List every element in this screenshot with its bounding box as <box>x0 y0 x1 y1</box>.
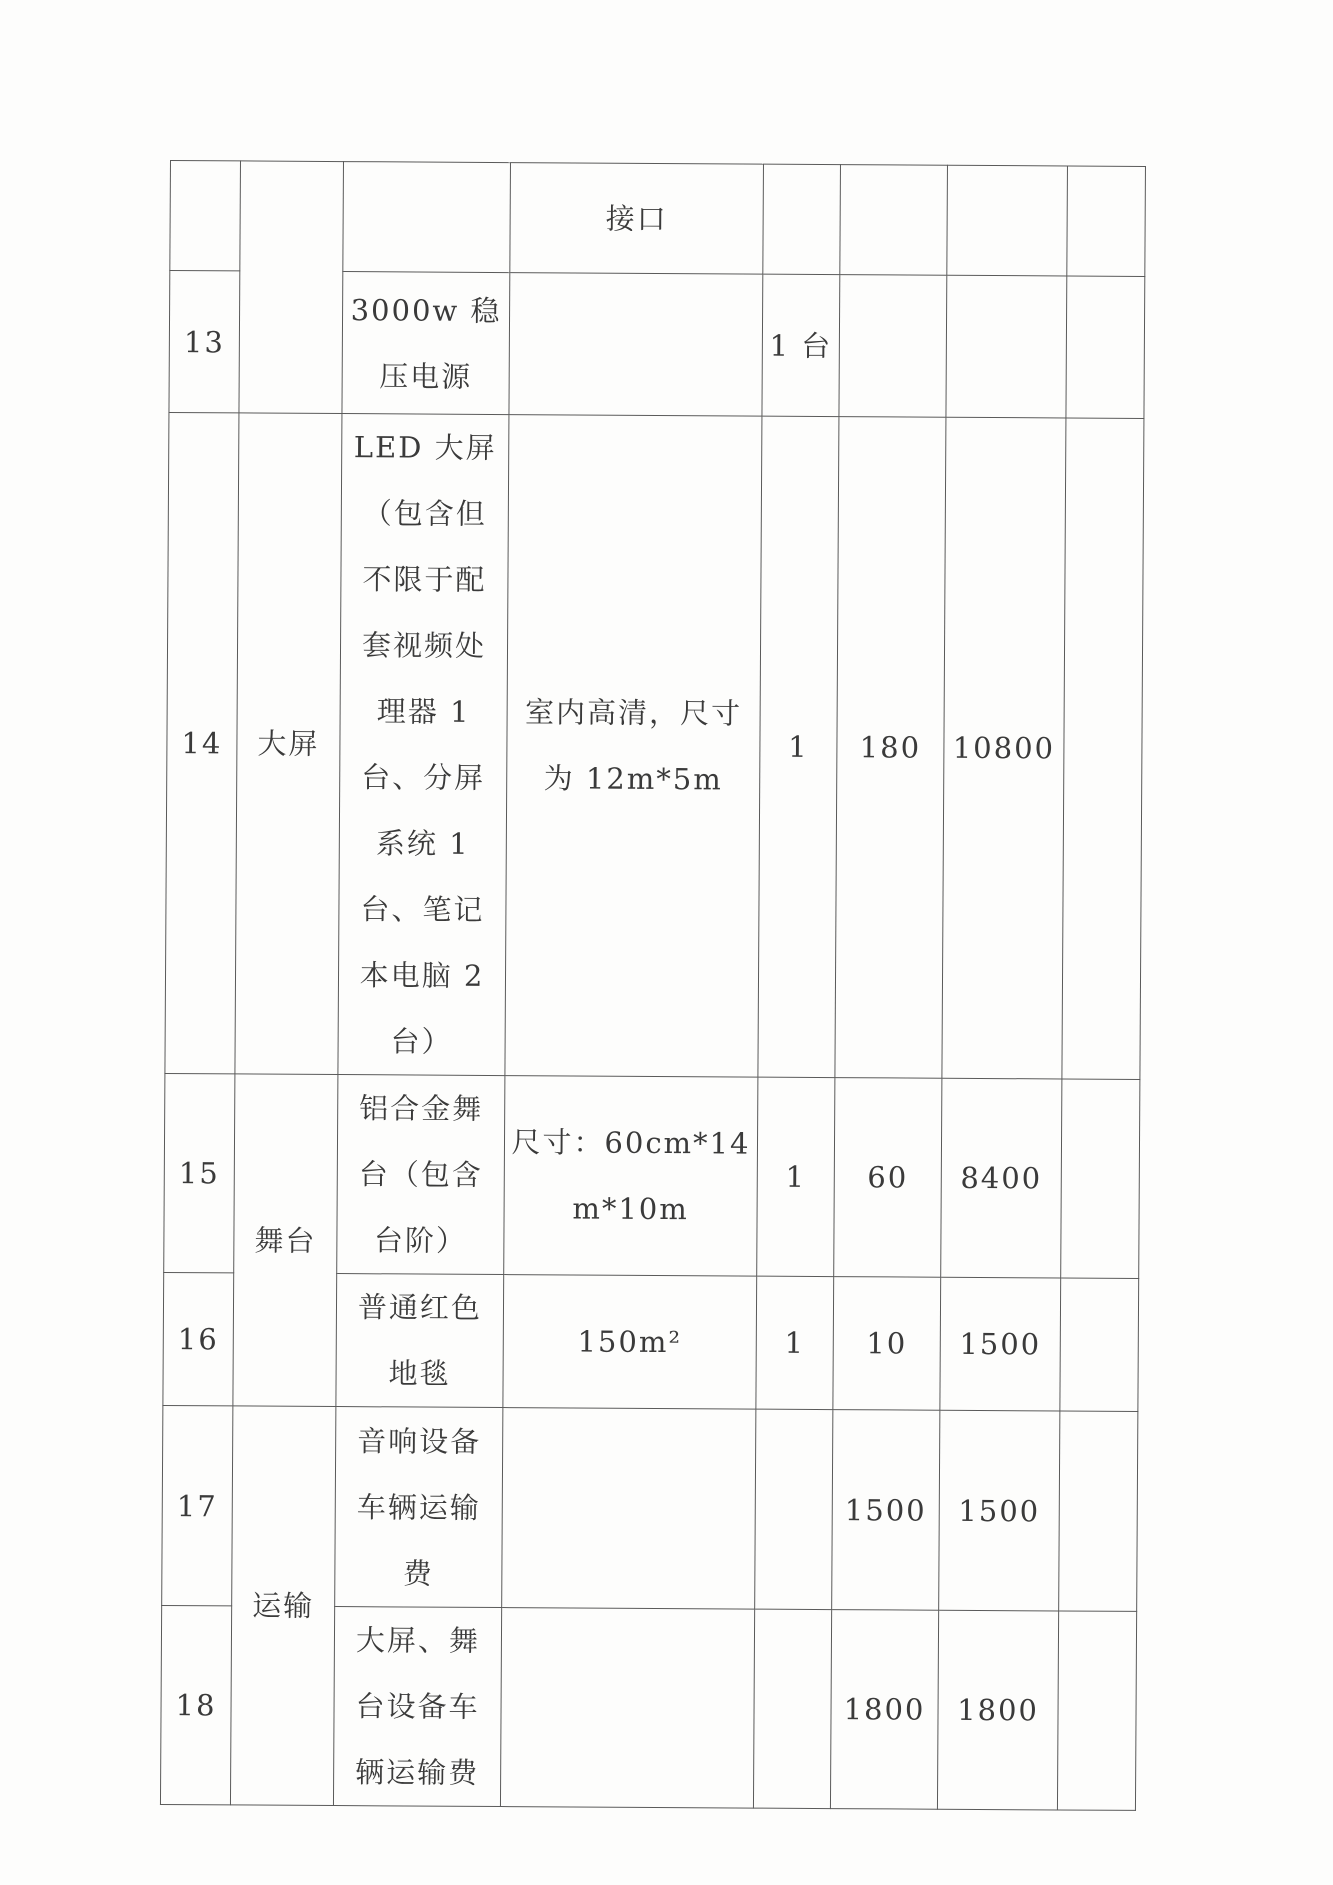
price-cell: 10 <box>833 1277 941 1411</box>
item-name <box>343 162 511 273</box>
spec-cell: 室内高清，尺寸为 12m*5m <box>505 415 762 1078</box>
item-name: 音响设备车辆运输费 <box>335 1407 503 1608</box>
note-cell <box>1061 1079 1140 1278</box>
price-cell: 1800 <box>830 1610 938 1810</box>
note-cell <box>1057 1611 1136 1810</box>
spec-cell <box>509 273 763 417</box>
qty-cell: 1 台 <box>762 274 840 416</box>
total-cell <box>947 165 1068 276</box>
price-cell: 1500 <box>832 1410 940 1611</box>
item-name: 铝合金舞台（包含台阶） <box>337 1075 505 1275</box>
total-cell: 10800 <box>942 417 1066 1079</box>
spec-cell: 尺寸：60cm*14m*10m <box>504 1076 758 1277</box>
price-cell <box>839 275 947 418</box>
note-cell <box>1066 276 1145 418</box>
note-cell <box>1067 166 1146 276</box>
table-row <box>162 1405 1138 1611</box>
qty-cell <box>753 1609 831 1808</box>
spec-cell: 接口 <box>510 163 764 275</box>
price-cell: 60 <box>834 1078 942 1278</box>
total-cell: 1500 <box>940 1277 1061 1411</box>
spec-cell <box>502 1408 756 1610</box>
spec-cell <box>500 1608 754 1809</box>
category-cell: 舞台 <box>233 1074 338 1407</box>
qty-cell: 1 <box>758 416 839 1077</box>
row-number: 17 <box>162 1405 233 1605</box>
category-cell <box>239 161 344 414</box>
row-number: 16 <box>163 1272 234 1405</box>
table-row <box>170 161 1146 277</box>
row-number: 15 <box>164 1073 235 1272</box>
item-name: LED 大屏（包含但不限于配套视频处理器 1 台、分屏系统 1 台、笔记本电脑 2 台） <box>338 414 509 1076</box>
total-cell: 8400 <box>941 1078 1062 1278</box>
note-cell <box>1062 418 1144 1079</box>
table-row <box>164 1073 1140 1278</box>
total-cell <box>946 275 1067 418</box>
price-cell: 180 <box>835 417 946 1079</box>
table-row <box>165 412 1144 1079</box>
row-number: 18 <box>160 1605 231 1804</box>
spec-cell: 150m² <box>503 1275 757 1410</box>
item-name: 3000w 稳压电源 <box>342 272 510 415</box>
row-number: 14 <box>165 412 239 1073</box>
qty-cell: 1 <box>756 1276 834 1409</box>
category-cell: 运输 <box>230 1406 335 1806</box>
qty-cell <box>763 164 841 274</box>
equipment-price-table <box>160 160 1146 1811</box>
item-name: 普通红色地毯 <box>336 1274 504 1408</box>
total-cell: 1500 <box>939 1410 1060 1611</box>
note-cell <box>1060 1278 1139 1411</box>
total-cell: 1800 <box>937 1610 1058 1810</box>
qty-cell <box>755 1409 833 1609</box>
row-number: 13 <box>169 271 240 413</box>
category-cell: 大屏 <box>235 413 342 1075</box>
note-cell <box>1059 1411 1138 1611</box>
item-name: 大屏、舞台设备车辆运输费 <box>333 1607 501 1807</box>
price-cell <box>840 165 948 276</box>
row-number <box>170 161 241 271</box>
qty-cell: 1 <box>757 1077 835 1276</box>
